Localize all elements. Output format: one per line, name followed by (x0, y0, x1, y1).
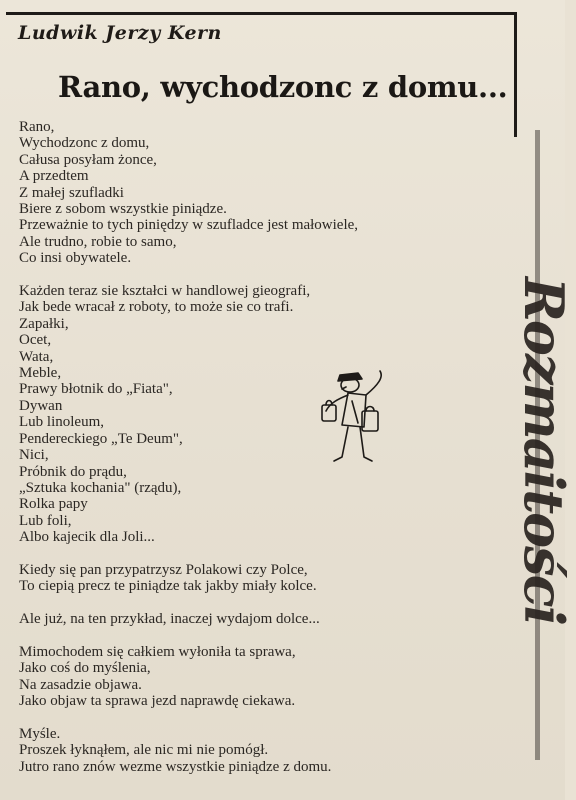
poem-line: Z małej szufladki (19, 184, 124, 201)
poem-line: Próbnik do prądu, (19, 463, 127, 480)
poem-line: Albo kajecik dla Joli... (19, 529, 155, 546)
poem-line: Ocet, (19, 332, 52, 349)
poem-line: „Sztuka kochania" (rządu), (19, 479, 182, 496)
poem-line: Każden teraz sie kształci w handlowej gieografi, (19, 283, 311, 300)
poem-line: Zapałki, (19, 315, 69, 332)
stanza (19, 726, 489, 775)
poem-line: Jak bede wracał z roboty, to może sie co trafi. (19, 299, 294, 316)
poem-line: Proszek łyknąłem, ale nic mi nie pomógł. (19, 742, 269, 759)
section-sidebar (500, 130, 576, 770)
poem-line: A przedtem (19, 168, 89, 185)
poem-line: Dywan (19, 397, 63, 414)
poem-line: Jako coś do myślenia, (19, 660, 151, 677)
poem-line: To ciepią precz te piniądze tak jakby miały kolce. (19, 578, 317, 595)
author-name: Ludwik Jerzy Kern (18, 22, 222, 44)
poem-line: Myśle. (19, 725, 61, 742)
poem-line: Jutro rano znów wezme wszystkie piniądze z domu. (19, 758, 332, 775)
poem-line: Lub linoleum, (19, 414, 104, 431)
poem-line: Rolka papy (19, 496, 88, 513)
poem-line: Ale trudno, robie to samo, (19, 233, 177, 250)
poem-line: Prawy błotnik do „Fiata", (19, 381, 173, 398)
poem-line: Biere z sobom wszystkie piniądze. (19, 201, 227, 218)
poem-line: Meble, (19, 365, 62, 382)
poem-line: Mimochodem się całkiem wyłoniła ta sprawa, (19, 643, 296, 660)
poem-line: Jako objaw ta sprawa jezd naprawdę ciekawa. (19, 693, 296, 710)
frame-top-rule (6, 12, 516, 15)
stanza (19, 283, 489, 546)
poem-line: Całusa posyłam żonce, (19, 151, 157, 168)
poem-line: Wychodzonc z domu, (19, 135, 150, 152)
poem-line: Wata, (19, 348, 54, 365)
frame-right-rule (514, 12, 517, 137)
poem-line: Przeważnie to tych piniędzy w szufladce jest małowiele, (19, 217, 359, 234)
sidebar-section-title: Rozmaitości (512, 276, 576, 624)
poem-title: Rano, wychodzonc z domu... (58, 70, 508, 104)
poem-body (19, 119, 489, 792)
man-with-shopping-bags-illustration (318, 365, 390, 482)
stanza (19, 644, 489, 710)
stanza (19, 562, 489, 595)
poem-line: Pendereckiego „Te Deum", (19, 430, 183, 447)
poem-line: Nici, (19, 447, 49, 464)
stanza (19, 119, 489, 267)
poem-line: Kiedy się pan przypatrzysz Polakowi czy Polce, (19, 561, 308, 578)
stanza (19, 611, 489, 627)
poem-line: Rano, (19, 119, 55, 135)
poem-line: Lub foli, (19, 512, 72, 529)
poem-line: Ale już, na ten przykład, inaczej wydajom dolce... (19, 611, 320, 628)
poem-line: Co insi obywatele. (19, 250, 132, 267)
poem-line: Na zasadzie objawa. (19, 676, 142, 693)
